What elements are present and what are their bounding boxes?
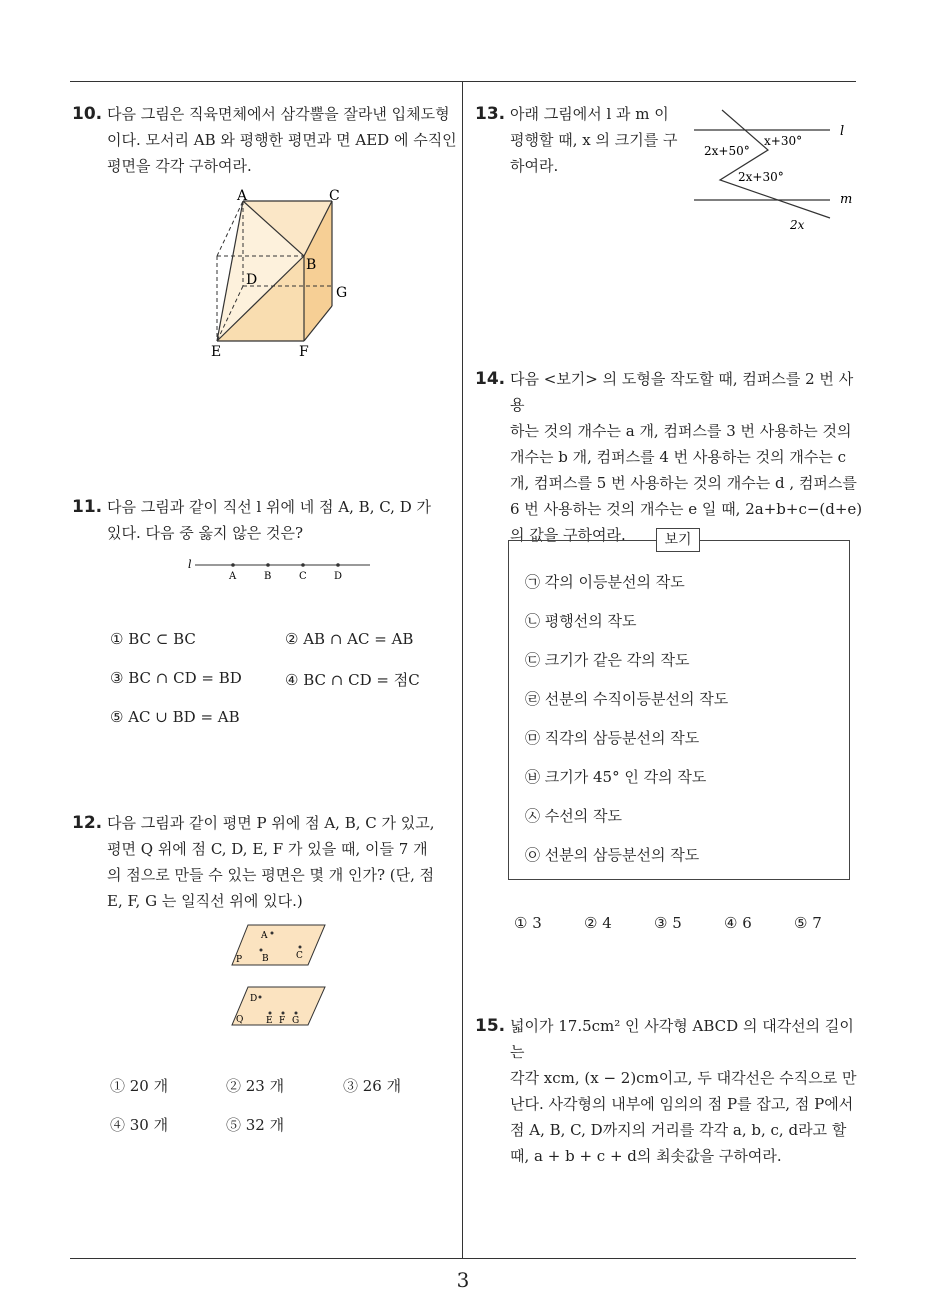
line-l-label: l [840, 124, 845, 139]
option-1[interactable]: ① BC ⊂ BC [110, 630, 196, 648]
label-B: B [264, 571, 272, 582]
option-5[interactable]: ⑤ 32 개 [226, 1116, 285, 1134]
option-1[interactable]: ① 20 개 [110, 1077, 169, 1095]
question-number: 15. [475, 1016, 506, 1036]
q12-planes-figure [230, 920, 330, 1030]
example-item: ㉣ 선분의 수직이등분선의 작도 [525, 690, 729, 708]
question-number: 14. [475, 369, 506, 389]
option-4[interactable]: ④ BC ∩ CD = 점C [285, 671, 420, 689]
label-E: E [266, 1016, 273, 1026]
line-m-label: m [840, 192, 853, 207]
label-B: B [306, 257, 317, 273]
question-15 [475, 1013, 865, 1169]
label-D: D [334, 571, 343, 582]
option-3[interactable]: ③ 5 [654, 914, 682, 932]
option-4[interactable]: ④ 6 [724, 914, 752, 932]
page-number: 3 [456, 1268, 470, 1292]
option-3[interactable]: ③ BC ∩ CD = BD [110, 669, 242, 687]
label-Q: Q [236, 1015, 244, 1025]
option-5[interactable]: ⑤ AC ∪ BD = AB [110, 708, 240, 726]
question-14 [475, 366, 865, 548]
angle-label-2: 2x+50° [704, 144, 750, 158]
label-P: P [236, 955, 243, 965]
question-12 [72, 810, 460, 914]
top-rule [70, 81, 856, 82]
question-10 [72, 101, 460, 179]
example-item: ㉤ 직각의 삼등분선의 작도 [525, 729, 700, 747]
q11-line-figure [185, 556, 375, 586]
bottom-rule [70, 1258, 856, 1259]
label-E: E [211, 344, 222, 360]
label-F: F [279, 1016, 286, 1026]
example-item: ㉧ 선분의 삼등분선의 작도 [525, 846, 700, 864]
angle-label-3: 2x+30° [738, 170, 784, 184]
option-5[interactable]: ⑤ 7 [794, 914, 822, 932]
label-A: A [261, 931, 268, 941]
label-D: D [246, 272, 258, 288]
question-number: 13. [475, 104, 506, 124]
question-text: 다음 그림과 같이 평면 P 위에 점 A, B, C 가 있고, 평면 Q 위에 점 C, D, E, F 가 있을 때, 이들 7 개 의 점으로 만들 수 있는 평면은 몇 개 인가? (단, 점 E, F, G 는 일직선 위에 있다.) [107, 814, 435, 910]
option-2[interactable]: ② AB ∩ AC = AB [285, 630, 414, 648]
option-4[interactable]: ④ 30 개 [110, 1116, 169, 1134]
question-number: 10. [72, 104, 103, 124]
label-A: A [229, 571, 237, 582]
question-text: 아래 그림에서 l 과 m 이 평행할 때, x 의 크기를 구 하여라. [510, 105, 678, 175]
q10-prism-figure [200, 186, 360, 361]
example-item: ㉢ 크기가 같은 각의 작도 [525, 651, 690, 669]
option-1[interactable]: ① 3 [514, 914, 542, 932]
angle-label-1: x+30° [764, 134, 803, 148]
label-G: G [336, 285, 348, 301]
example-item: ㉥ 크기가 45° 인 각의 작도 [525, 768, 707, 786]
example-item: ㉡ 평행선의 작도 [525, 612, 637, 630]
question-text: 다음 그림은 직육면체에서 삼각뿔을 잘라낸 입체도형 이다. 모서리 AB 와 평행한 평면과 면 AED 에 수직인 평면을 각각 구하여라. [107, 105, 457, 175]
question-13 [475, 101, 695, 179]
question-number: 12. [72, 813, 103, 833]
example-item: ㉠ 각의 이등분선의 작도 [525, 573, 685, 591]
example-item: ㉦ 수선의 작도 [525, 807, 622, 825]
question-number: 11. [72, 497, 103, 517]
q13-parallel-lines-figure [690, 105, 865, 235]
question-11 [72, 494, 460, 546]
label-C: C [299, 571, 307, 582]
question-text: 넓이가 17.5cm² 인 사각형 ABCD 의 대각선의 길이는 각각 xcm, (x − 2)cm이고, 두 대각선은 수직으로 만 난다. 사각형의 내부에 임의의 점 P를 잡고, 점 P에서 점 A, B, C, D까지의 거리를 각각 a, b, c, d라고 할 때, a + b + c + d의 최솟값을 구하여라. [510, 1017, 857, 1165]
label-l: l [188, 558, 192, 571]
example-box-title: 보기 [656, 528, 700, 552]
angle-label-4: 2x [790, 218, 805, 232]
label-D: D [250, 994, 258, 1004]
label-F: F [299, 344, 309, 360]
option-2[interactable]: ② 4 [584, 914, 612, 932]
label-B: B [262, 954, 269, 964]
column-divider [462, 82, 463, 1258]
option-3[interactable]: ③ 26 개 [343, 1077, 402, 1095]
option-2[interactable]: ② 23 개 [226, 1077, 285, 1095]
question-text: 다음 <보기> 의 도형을 작도할 때, 컴퍼스를 2 번 사용 하는 것의 개수는 a 개, 컴퍼스를 3 번 사용하는 것의 개수는 b 개, 컴퍼스를 4 번 사용하는 것의 개수는 c 개, 컴퍼스를 5 번 사용하는 것의 개수는 d , 컴퍼스를 6 번 사용하는 것의 개수는 e 일 때, 2a+b+c−(d+e) 의 값을 구하여라. [510, 370, 863, 544]
label-C: C [296, 951, 303, 961]
label-A: A [237, 188, 248, 204]
question-text: 다음 그림과 같이 직선 l 위에 네 점 A, B, C, D 가 있다. 다음 중 옳지 않은 것은? [107, 498, 432, 542]
label-C: C [329, 188, 340, 204]
label-G: G [292, 1016, 300, 1026]
